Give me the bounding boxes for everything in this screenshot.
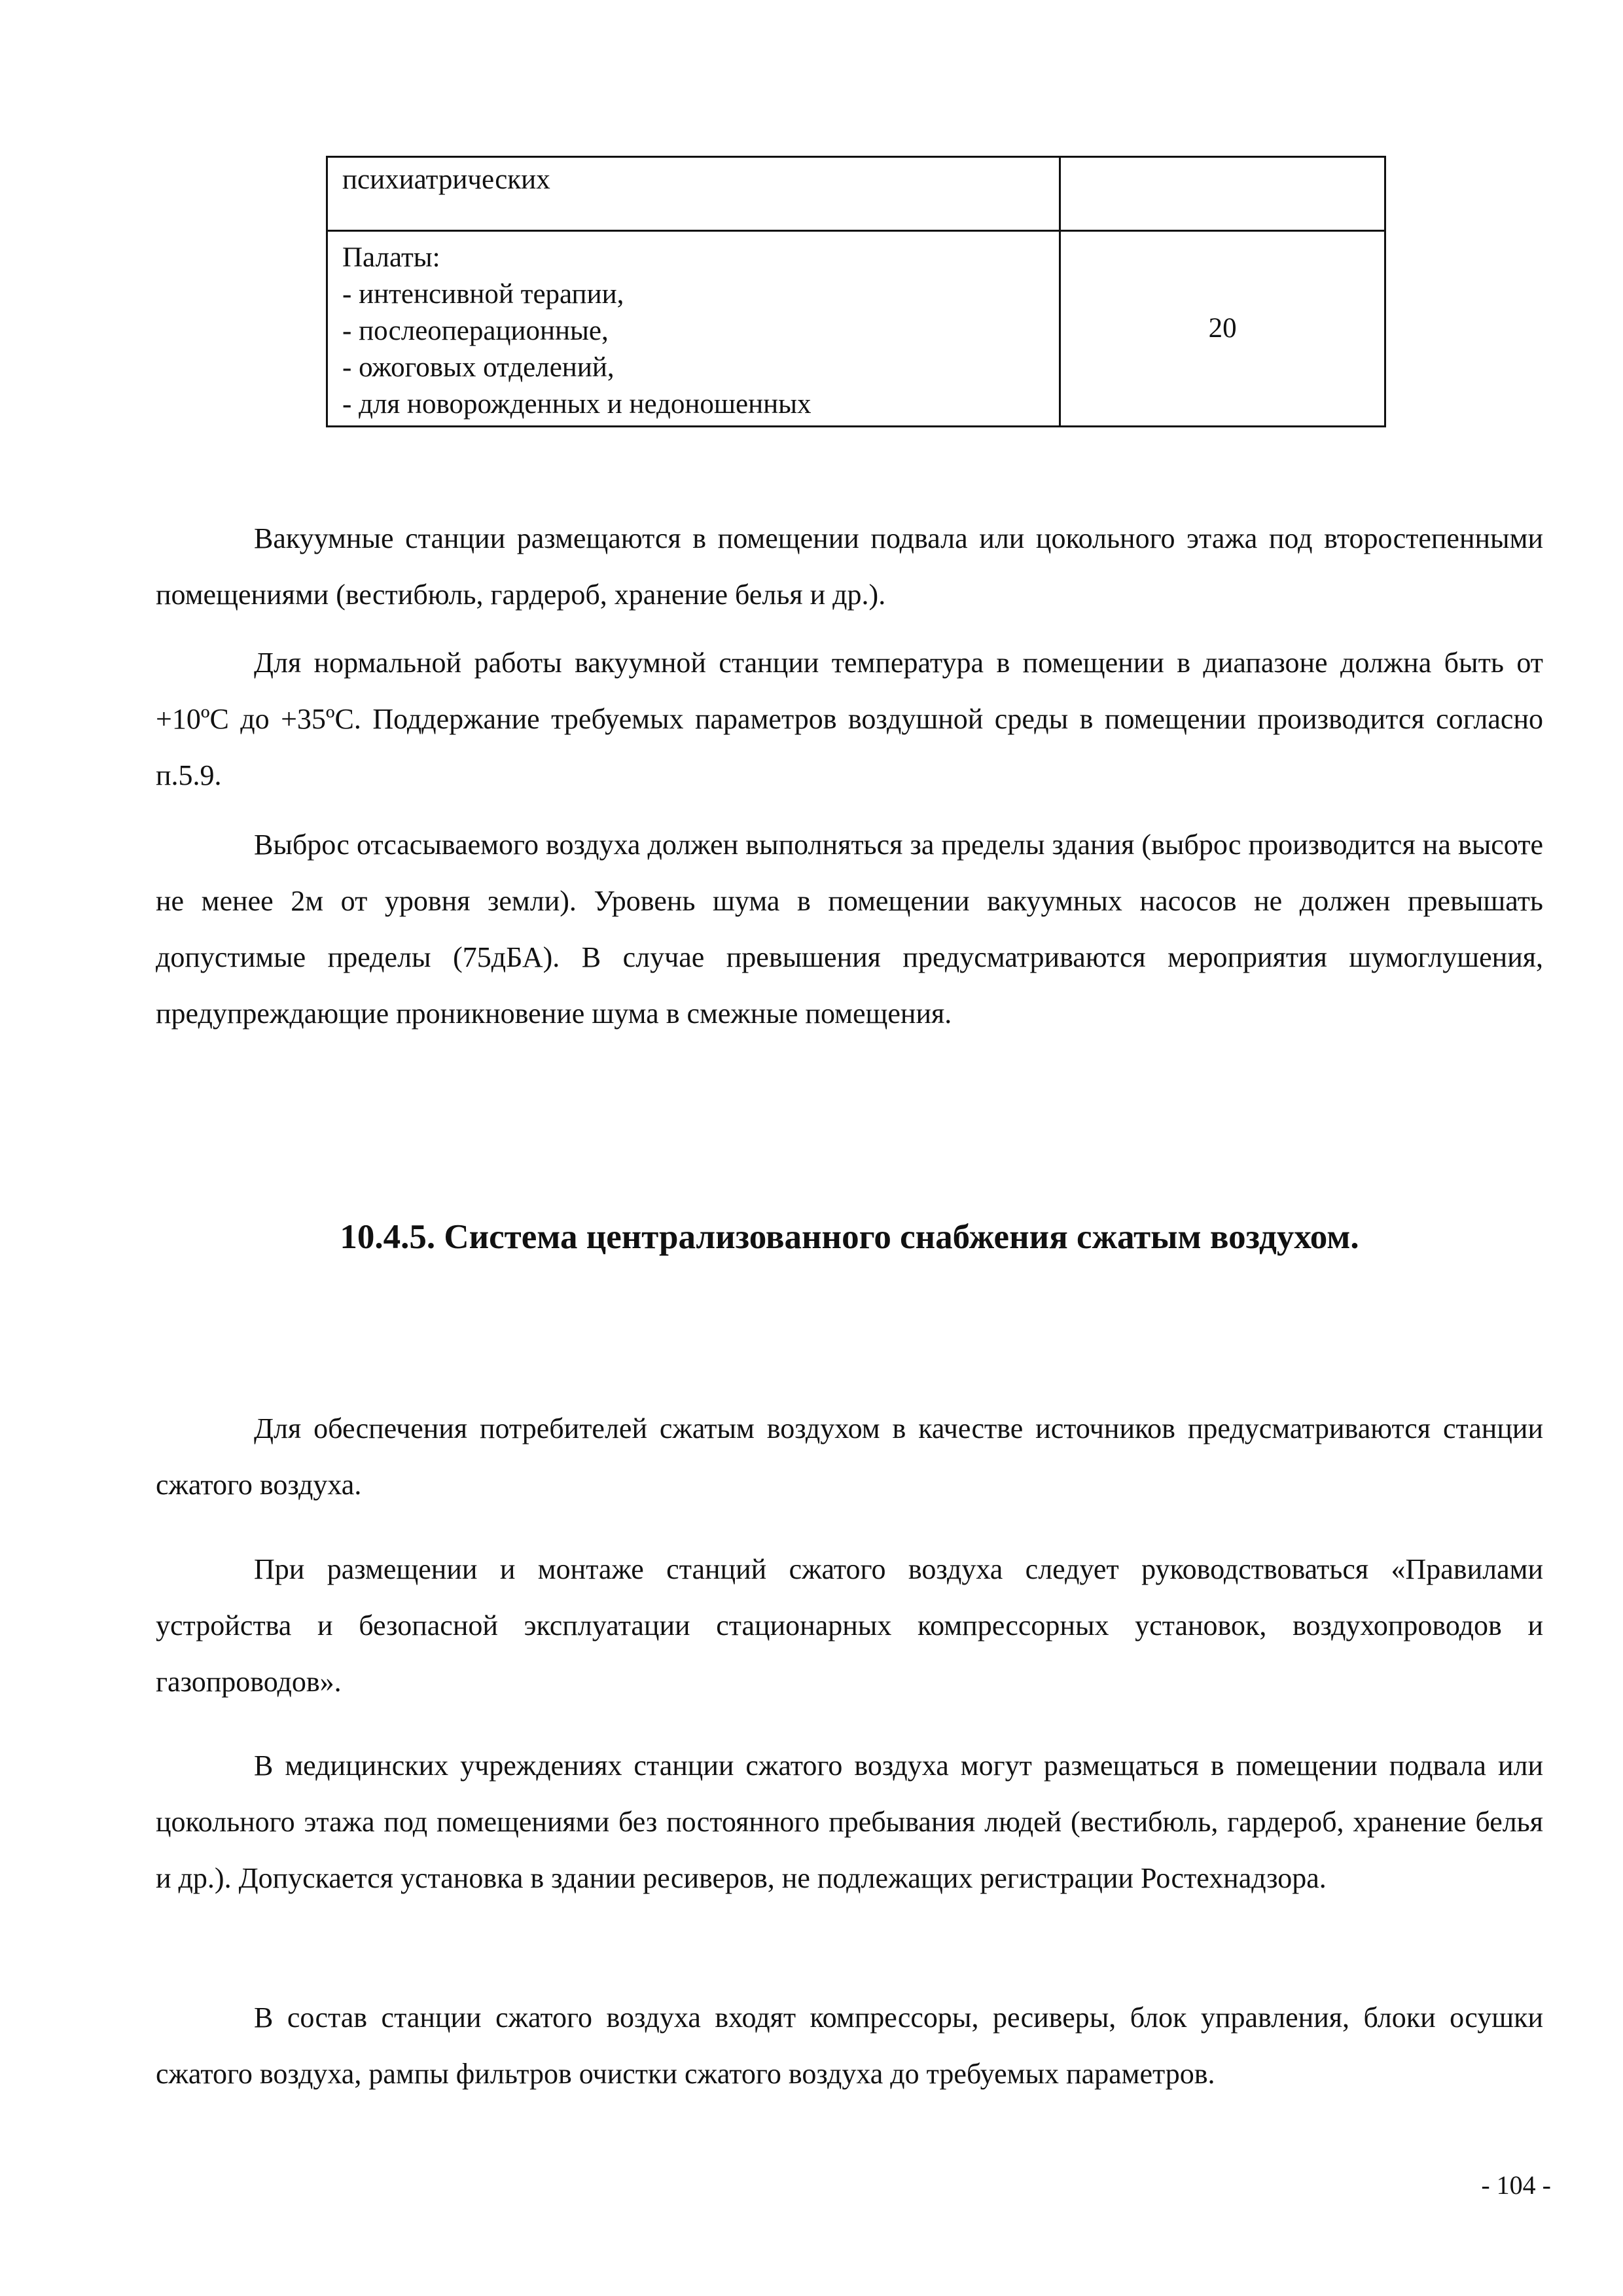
- page-number: - 104 -: [1481, 2170, 1551, 2200]
- table-row: [327, 157, 1385, 231]
- section-heading: 10.4.5. Система централизованного снабжения сжатым воздухом.: [340, 1218, 1359, 1256]
- table-cell-room-type: [327, 157, 1060, 231]
- paragraph-station-placement: В медицинских учреждениях станции сжатого воздуха могут размещаться в помещении подвала или цокольного этажа под помещениями без постоянного пребывания людей (вестибюль, гардероб, хранение белья и др.). Допускается установка в здании ресиверов, не подлежащих регистрации Ростехнадзора.: [156, 1749, 1543, 1894]
- table-cell-text: психиатрических: [342, 164, 550, 195]
- paragraph-vacuum-station-temperature: Для нормальной работы вакуумной станции температура в помещении в диапазоне должна быть от +10ºС до +35ºС. Поддержание требуемых параметров воздушной среды в помещении производится согласно п.5.9.: [156, 647, 1543, 791]
- table-cell-line: - послеоперационные,: [342, 315, 609, 346]
- table-cell-room-type: [327, 231, 1060, 427]
- table-cell-line: - интенсивной терапии,: [342, 279, 624, 310]
- table-cell-line: - ожоговых отделений,: [342, 352, 615, 383]
- paragraph-vacuum-station-location: Вакуумные станции размещаются в помещении подвала или цокольного этажа под второстепенными помещениями (вестибюль, гардероб, хранение белья и др.).: [156, 522, 1543, 611]
- table-cell-value: [1060, 157, 1385, 231]
- table-cell-line: - для новорожденных и недоношенных: [342, 389, 812, 420]
- paragraph-compressed-air-sources: Для обеспечения потребителей сжатым воздухом в качестве источников предусматриваются станции сжатого воздуха.: [156, 1412, 1543, 1501]
- table-row: [327, 231, 1385, 427]
- table-cell-line: Палаты:: [342, 242, 440, 273]
- paragraph-exhaust-and-noise: Выброс отсасываемого воздуха должен выполняться за пределы здания (выброс производится на высоте не менее 2м от уровня земли). Уровень шума в помещении вакуумных насосов не должен превышать допустимые пределы (75дБА). В случае превышения предусматриваются мероприятия шумоглушения, предупреждающие проникновение шума в смежные помещения.: [156, 829, 1543, 1030]
- requirements-table: [326, 156, 1386, 427]
- paragraph-installation-rules: При размещении и монтаже станций сжатого воздуха следует руководствоваться «Правилами устройства и безопасной эксплуатации стационарных компрессорных установок, воздухопроводов и газопроводов».: [156, 1553, 1543, 1698]
- paragraph-station-composition: В состав станции сжатого воздуха входят компрессоры, ресиверы, блок управления, блоки осушки сжатого воздуха, рампы фильтров очистки сжатого воздуха до требуемых параметров.: [156, 2001, 1543, 2090]
- table-cell-value: 20: [1060, 231, 1385, 427]
